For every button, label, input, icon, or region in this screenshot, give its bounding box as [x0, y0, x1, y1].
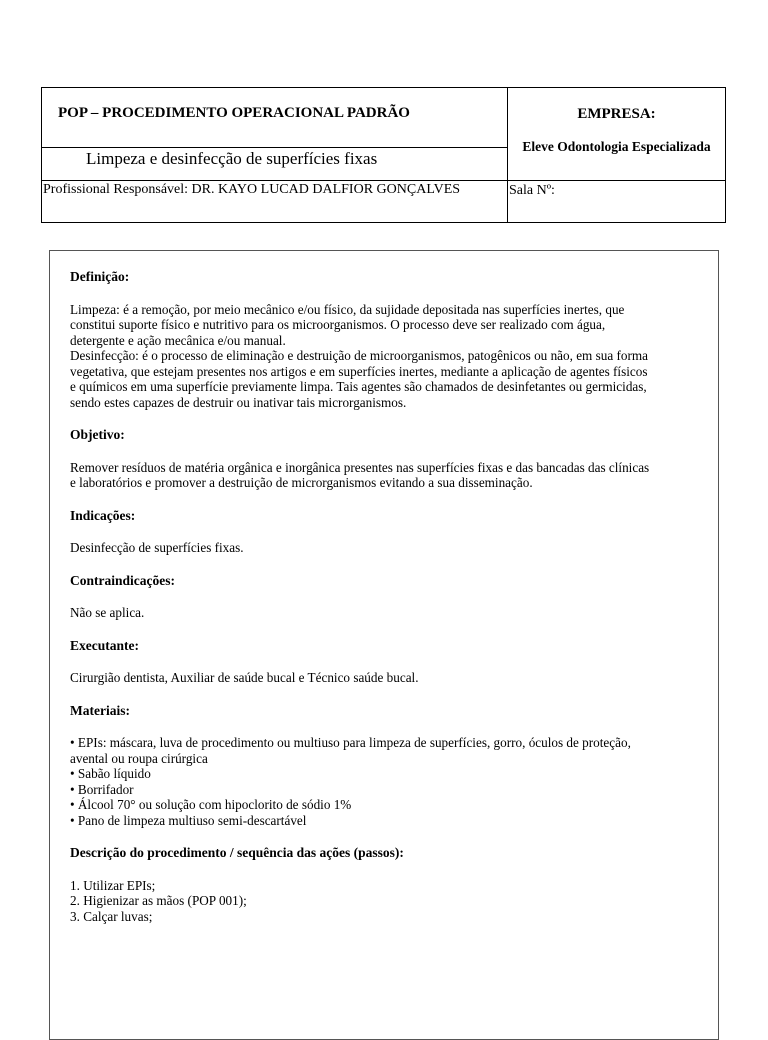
text-line: Não se aplica. [70, 605, 145, 620]
document-body [70, 269, 700, 941]
text-line: detergente e ação mecânica e/ou manual. [70, 332, 286, 348]
professional-responsible: Profissional Responsável: DR. KAYO LUCAD DALFIOR GONÇALVES [43, 182, 461, 197]
empresa-name: Eleve Odontologia Especializada [522, 139, 711, 154]
text-line: sendo estes capazes de destruir ou inativar tais microrganismos. [70, 394, 407, 410]
list-item: • Sabão líquido [70, 766, 151, 781]
text-line: constitui suporte físico e nutritivo para os microorganismos. O processo deve ser realizado com água, [70, 317, 606, 332]
list-item: • Álcool 70° ou solução com hipoclorito de sódio 1% [70, 797, 352, 812]
section-text-contraindicacoes [70, 605, 700, 621]
header-table [41, 87, 726, 223]
text-line: Limpeza: é a remoção, por meio mecânico e/ou físico, da sujidade depositada nas superfícies inertes, que [70, 301, 625, 317]
list-item: • EPIs: máscara, luva de procedimento ou multiuso para limpeza de superfícies, gorro, óculos de proteção, [70, 735, 631, 750]
section-title-definicao: Definição: [70, 269, 130, 284]
section-title-materiais: Materiais: [70, 702, 130, 718]
section-text-executante [70, 670, 700, 686]
list-item: • Borrifador [70, 781, 134, 797]
section-title-executante: Executante: [70, 637, 139, 653]
text-line: e laboratórios e promover a destruição de microrganismos evitando a sua disseminação. [70, 475, 533, 490]
section-title-objetivo: Objetivo: [70, 427, 125, 442]
sala-number: Sala Nº: [509, 183, 555, 198]
section-title-descricao: Descrição do procedimento / sequência das ações (passos): [70, 845, 404, 860]
text-line: Remover resíduos de matéria orgânica e inorgânica presentes nas superfícies fixas e das bancadas das clínicas [70, 459, 650, 475]
table-divider-horizontal [42, 147, 507, 148]
list-item: avental ou roupa cirúrgica [70, 750, 208, 766]
procedure-title: Limpeza e desinfecção de superfícies fixas [86, 149, 378, 168]
pop-title: POP – PROCEDIMENTO OPERACIONAL PADRÃO [58, 105, 410, 121]
list-item: • Pano de limpeza multiuso semi-descartável [70, 812, 307, 828]
text-line: Desinfecção de superfícies fixas. [70, 540, 244, 555]
list-item: 3. Calçar luvas; [70, 908, 153, 924]
section-title-indicacoes: Indicações: [70, 507, 136, 523]
section-text-definicao [70, 302, 700, 411]
section-text-descricao [70, 878, 700, 925]
section-text-objetivo [70, 460, 700, 491]
empresa-label: EMPRESA: [577, 106, 656, 122]
content-box [49, 250, 719, 1040]
text-line: vegetativa, que estejam presentes nos artigos e em superfícies inertes, mediante a aplicação de agentes físicos [70, 363, 648, 379]
section-title-contraindicacoes: Contraindicações: [70, 572, 175, 588]
section-text-indicacoes [70, 540, 700, 556]
list-item: 2. Higienizar as mãos (POP 001); [70, 893, 247, 908]
list-item: 1. Utilizar EPIs; [70, 877, 156, 893]
text-line: e químicos em uma superfície previamente limpa. Tais agentes são chamados de desinfetantes ou germicidas, [70, 379, 647, 394]
text-line: Desinfecção: é o processo de eliminação e destruição de microorganismos, patogênicos ou não, em sua forma [70, 348, 648, 363]
text-line: Cirurgião dentista, Auxiliar de saúde bucal e Técnico saúde bucal. [70, 670, 419, 685]
section-text-materiais [70, 735, 700, 828]
